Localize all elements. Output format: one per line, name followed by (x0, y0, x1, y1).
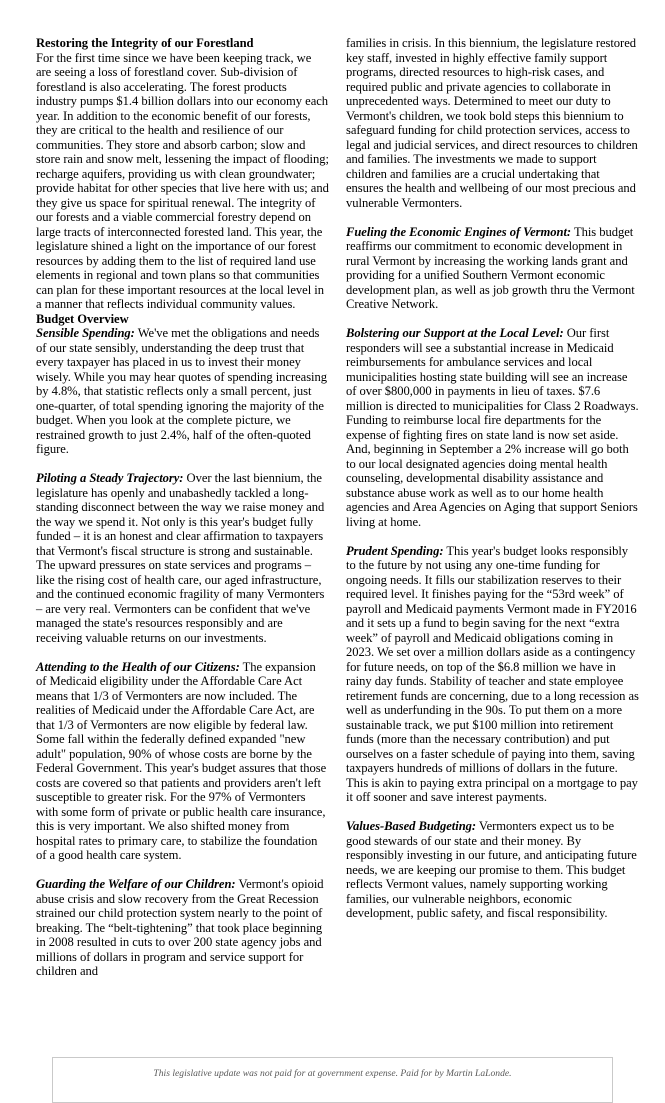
paragraph-children-continued: families in crisis. In this biennium, the legislature restored key staff, invested in highly effective family support programs, directed resources to high-risk cases, and required public and private agencies to collaborate in unprecedented ways. Determined to meet our duty to Vermont's children, we took bold steps this biennium to safeguard funding for child protection services, access to legal and judicial services, and direct resources to children and families. The investments we made to support children and families are a crucial undertaking that ensures the health and wellbeing of our most precious and vulnerable Vermonters. (346, 36, 638, 210)
paragraph-piloting-steady-trajectory (36, 471, 329, 645)
text-bolstering-local-support: Our first responders will see a substantial increase in Medicaid reimbursements for ambulance services and local municipalities hosting state building will see an increase of over $800,000 in payments in lieu of taxes. $7.6 million is directed to municipalities for Class 2 Roadways. Funding to reimburse local fire departments for the expense of fighting fires on state land is now set aside. And, beginning in September a 2% increase will go both to our local designated agencies doing mental health counseling, developmental disability assistance and substance abuse work as well as to our home health agencies and Area Agencies on Aging that support Seniors living at home. (346, 326, 639, 529)
paragraph-attending-health-citizens (36, 660, 329, 863)
lead-fueling-economic-engines: Fueling the Economic Engines of Vermont: (346, 224, 572, 239)
paragraph-prudent-spending (346, 544, 639, 805)
lead-piloting-steady-trajectory: Piloting a Steady Trajectory: (36, 471, 184, 485)
heading-budget-overview: Budget Overview (36, 311, 129, 326)
lead-prudent-spending: Prudent Spending: (346, 543, 444, 558)
paragraph-sensible-spending (36, 326, 329, 457)
text-piloting-steady-trajectory: Over the last biennium, the legislature has openly and unabashedly tackled a long-standing disconnect between the way we raise money and the way we spend it. Not only is this year's budget fully funded – it is an honest and clear affirmation to taxpayers that Vermont's fiscal structure is strong and sustainable. The upward pressures on state services and programs – like the rising cost of health care, our aged infrastructure, and the continued economic fragility of many Vermonters – are very real. Vermonters can be confident that we've managed the state's resources responsibly and are receiving valuable returns on our investments. (36, 471, 325, 645)
paragraph-fueling-economic-engines (346, 225, 639, 312)
footer-disclaimer-text: This legislative update was not paid for at government expense. Paid for by Martin LaLonde. (153, 1068, 512, 1079)
paragraph-forestland: For the first time since we have been keeping track, we are seeing a loss of forestland cover. Sub-division of forestland is also accelerating. The forest products industry pumps $1.4 billion dollars into our economy each year. In addition to the economic benefit of our forests, they are critical to the health and resilience of our communities. They store and absorb carbon; slow and store rain and snow melt, lessening the impact of flooding; recharge aquifers, providing us with clean groundwater; provide habitat for other species that live here with us; and they give us space for spiritual renewal. The integrity of our forests and a viable commercial forestry depend on large tracts of interconnected forested land. This year, the legislature shined a light on the importance of our forest resources by adding them to the list of required land use elements in regional and town plans so that communities can plan for these important resources at the local level in a manner that reflects individual community values. (36, 50, 329, 311)
text-attending-health-citizens: The expansion of Medicaid eligibility under the Affordable Care Act means that 1/3 of Vermonters are now included. The realities of Medicaid under the Affordable Care Act, are that 1/3 of Vermonters are now eligible by federal law. Some fall within the federally defined expanded "new adult" population, 90% of whose costs are borne by the Federal Government. This year's budget assures that those costs are covered so that patients and providers aren't left susceptible to greater risk. For the 97% of Vermonters with some form of private or public health care insurance, this is very important. We also shifted money from hospital rates to primary care, to stabilize the foundation of a good health care system. (36, 659, 327, 862)
lead-guarding-welfare-children: Guarding the Welfare of our Children: (36, 877, 236, 891)
text-prudent-spending: This year's budget looks responsibly to the future by not using any one-time funding for ongoing needs. It fills our stabilization reserves to their required level. It finishes paying for the “53rd week” of payroll and Medicaid payments Vermont made in FY2016 and it sets up a fund to begin saving for the next “extra week” of payroll and Medicaid obligations coming in 2023. We set over a million dollars aside as a contingency for future needs, on top of the $6.8 million we have in rainy day funds. Stability of teacher and state employee retirement funds are concerning, due to a long recession as well as underfunding in the 90s. To put them on a more sustainable track, we put $100 million into retirement funds (more than the necessary contribution) and put ourselves on a faster schedule of paying into them, saving taxpayers hundreds of millions of dollars in the future. This is akin to paying extra principal on a mortgage to pay it off sooner and save interest payments. (346, 543, 639, 804)
lead-bolstering-local-support: Bolstering our Support at the Local Level: (346, 326, 564, 340)
lead-values-based-budgeting: Values-Based Budgeting: (346, 819, 477, 833)
column-right (346, 36, 639, 1036)
text-guarding-welfare-children: Vermont's opioid abuse crisis and slow recovery from the Great Recession strained our child protection system nearly to the point of breaking. The “belt-tightening” that took place beginning in 2008 resulted in cuts to over 200 state agency jobs and millions of dollars in program and service support for children and (36, 877, 324, 978)
paragraph-bolstering-local-support (346, 326, 639, 529)
lead-attending-health-citizens: Attending to the Health of our Citizens: (36, 659, 240, 674)
column-left (36, 36, 329, 1036)
text-values-based-budgeting: Vermonters expect us to be good stewards of our state and their money. By responsibly investing in our future, and anticipating future needs, we are keeping our promise to them. This budget reflects Vermont values, namely supporting working families, our vulnerable neighbors, economic development, public safety, and fiscal responsibility. (346, 819, 637, 920)
paragraph-values-based-budgeting (346, 819, 639, 921)
text-sensible-spending: We've met the obligations and needs of our state sensibly, understanding the deep trust that every taxpayer has placed in us to invest their money wisely. While you may hear quotes of spending increasing by 4.8%, that statistic reflects only a small percent, just one-quarter, of total spending ignoring the majority of the budget. When you look at the complete picture, we restrained growth to just 2.4%, half of the often-quoted figure. (36, 326, 327, 456)
lead-sensible-spending: Sensible Spending: (36, 326, 135, 340)
heading-restoring-forestland: Restoring the Integrity of our Forestland (36, 36, 254, 50)
text-fueling-economic-engines: This budget reaffirms our commitment to economic development in rural Vermont by increasing the working lands grant and providing for a unified Southern Vermont economic development plan, as well as job growth thru the Vermont Creative Network. (346, 224, 635, 311)
two-column-body (36, 36, 639, 1036)
paragraph-guarding-welfare-children (36, 877, 329, 979)
footer-disclaimer-box (52, 1057, 613, 1103)
